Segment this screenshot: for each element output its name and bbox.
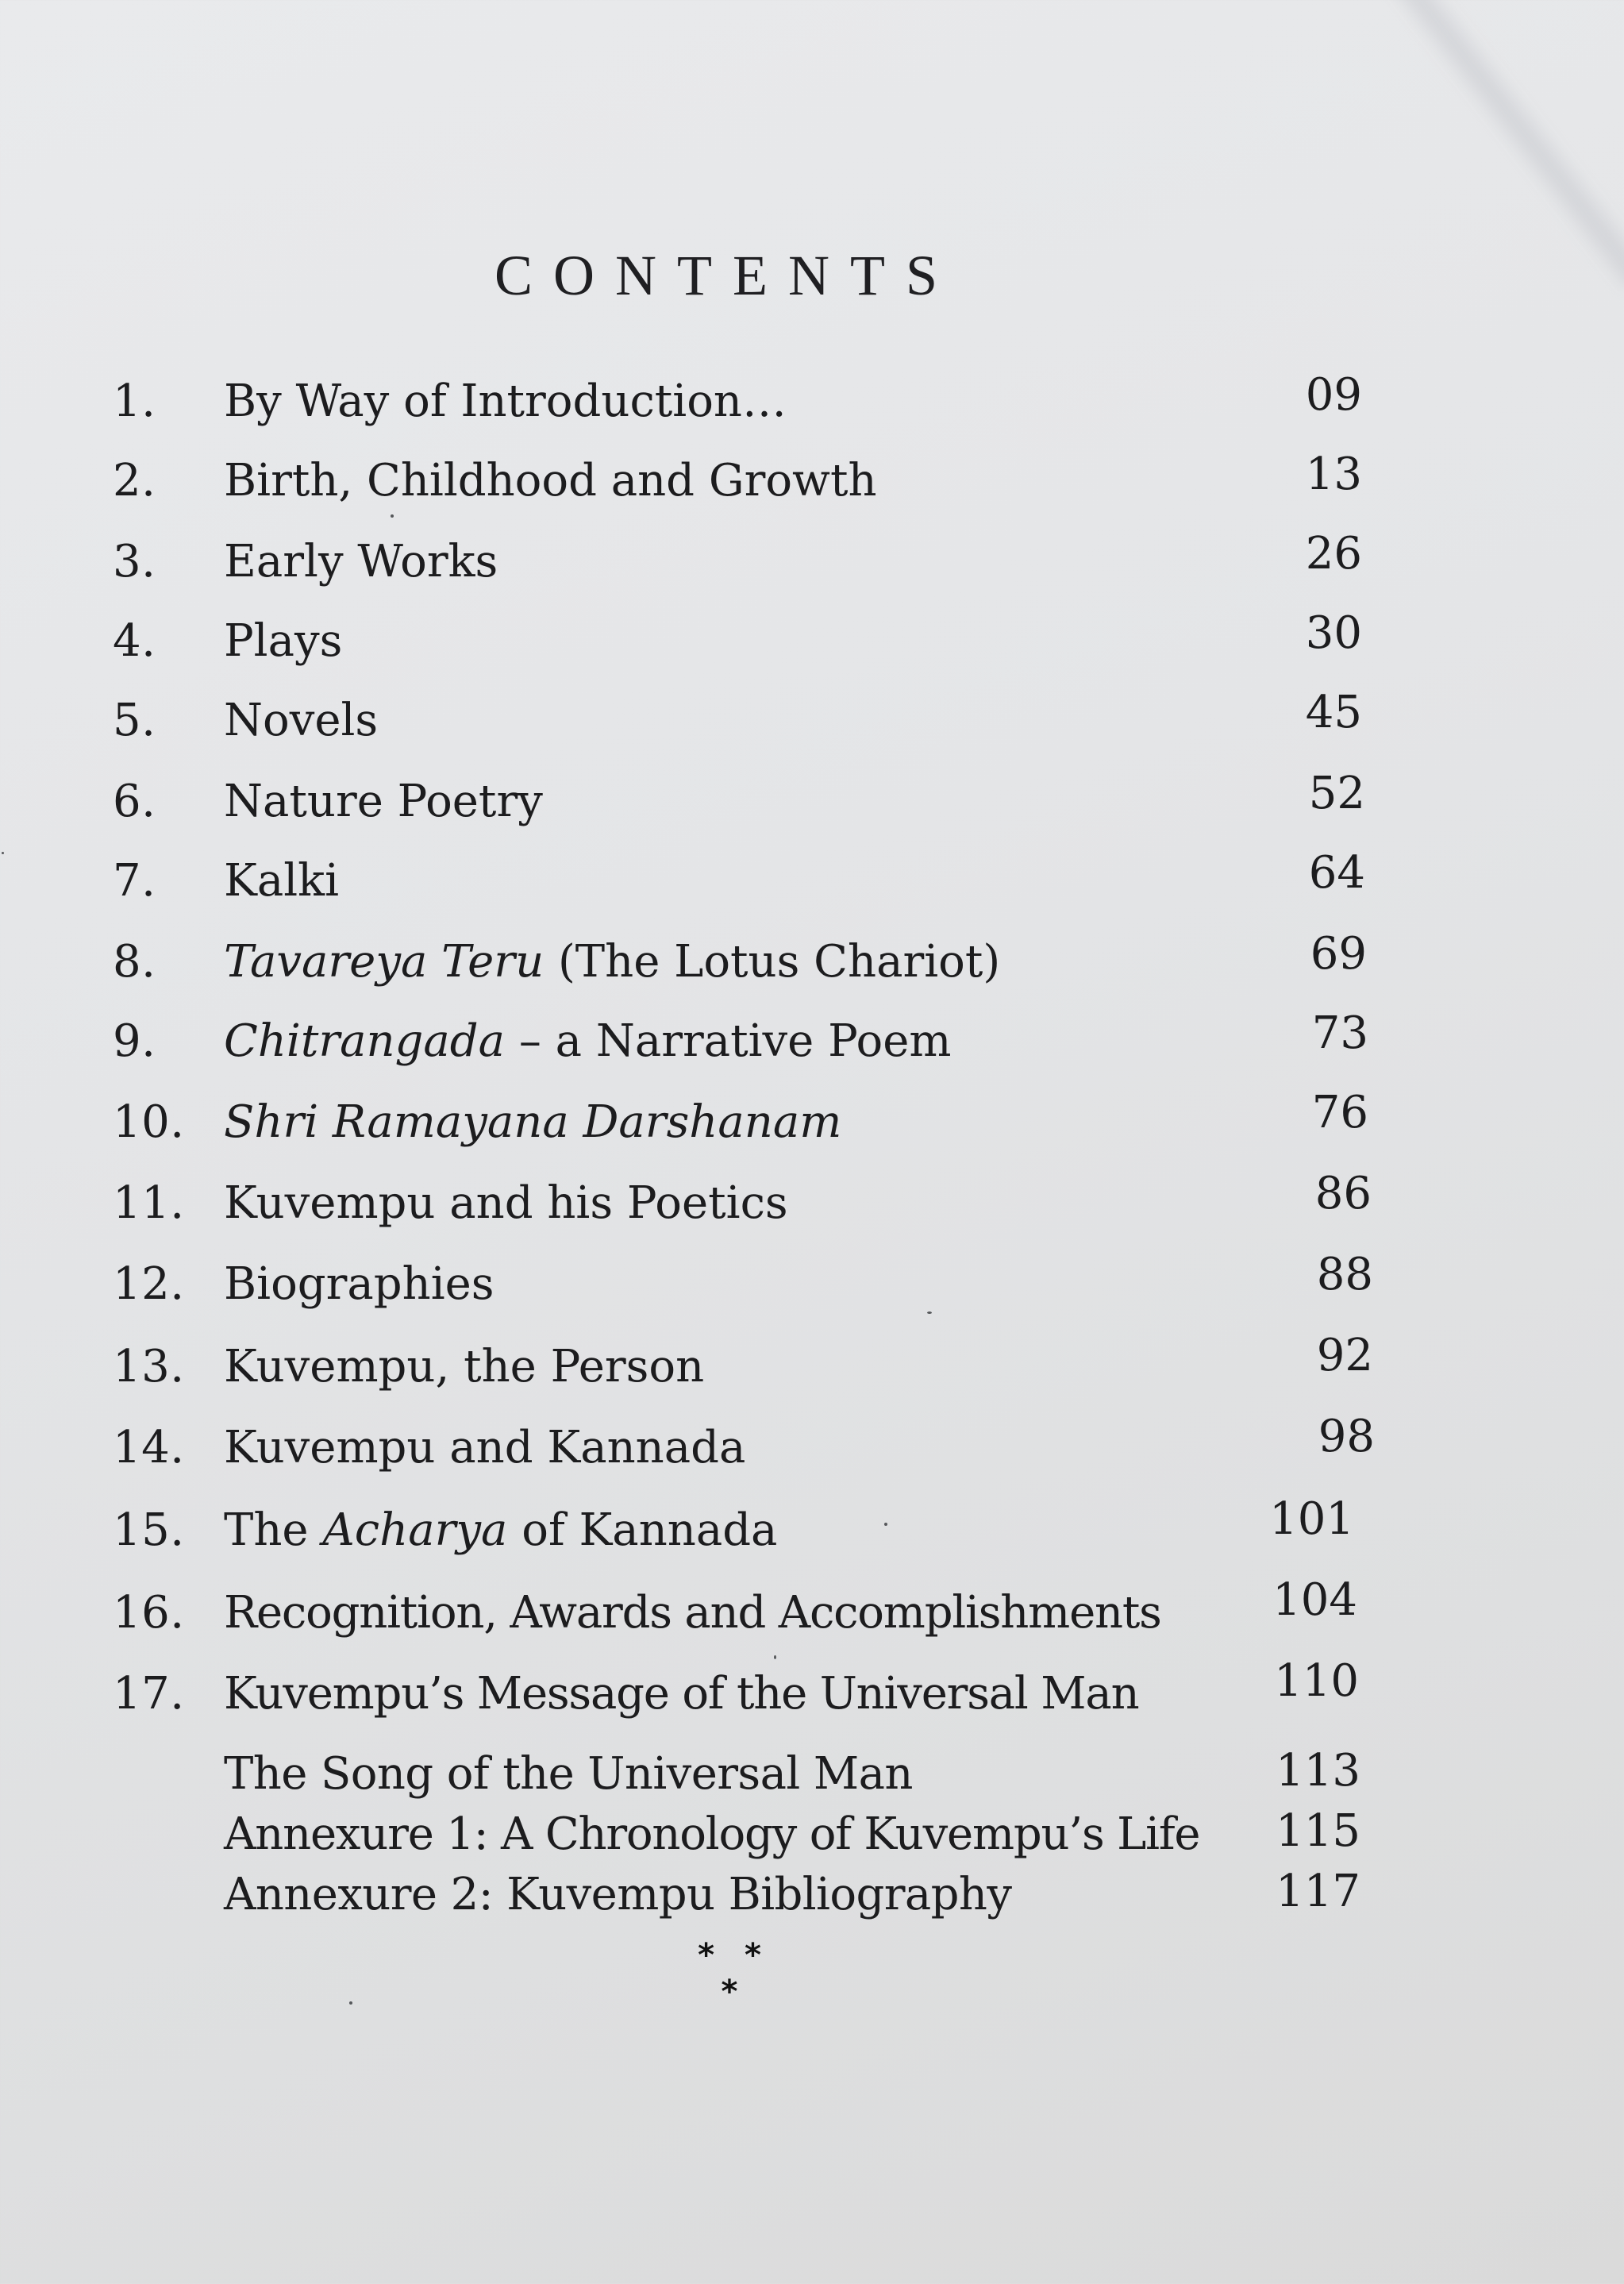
page-number: 52	[1308, 768, 1365, 819]
chapter-title	[224, 930, 1000, 994]
chapter-title: Nature Poetry	[224, 776, 543, 827]
chapter-title-italic: Acharya	[322, 1504, 508, 1556]
chapter-number: 15.	[113, 1504, 185, 1556]
chapter-number: 9.	[113, 1015, 156, 1067]
chapter-number: 14.	[113, 1422, 185, 1473]
toc-entry-14[interactable]	[0, 1411, 1624, 1480]
page-number: 13	[1305, 449, 1362, 500]
toc-entry-9[interactable]	[0, 1007, 1624, 1073]
toc-entry-8[interactable]	[0, 930, 1624, 994]
chapter-number: 5.	[113, 695, 156, 746]
toc-backmatter-1[interactable]	[0, 1747, 1624, 1810]
paper-speck	[884, 1523, 887, 1526]
chapter-number: 17.	[113, 1668, 185, 1720]
chapter-title: Kuvempu, the Person	[224, 1341, 705, 1392]
page-number: 30	[1305, 607, 1362, 659]
chapter-title-italic: Chitrangada	[224, 1015, 506, 1067]
page-number: 104	[1272, 1574, 1357, 1626]
toc-entry-17[interactable]	[0, 1655, 1624, 1726]
chapter-number: 1.	[113, 376, 156, 427]
page-number: 117	[1276, 1866, 1360, 1917]
page-number: 64	[1308, 847, 1365, 899]
toc-entry-5[interactable]	[0, 689, 1624, 753]
chapter-number: 4.	[113, 615, 156, 667]
chapter-title: Kuvempu and Kannada	[224, 1422, 746, 1473]
chapter-title-rest: – a Narrative Poem	[505, 1015, 952, 1067]
chapter-number: 16.	[113, 1587, 185, 1639]
chapter-title: Kalki	[224, 855, 339, 907]
toc-entry-3[interactable]	[0, 530, 1624, 594]
toc-backmatter-3[interactable]	[0, 1867, 1624, 1931]
chapter-number: 3.	[113, 536, 156, 587]
chapter-number: 6.	[113, 776, 156, 827]
page-number: 115	[1276, 1805, 1360, 1857]
toc-entry-11[interactable]	[0, 1168, 1624, 1235]
chapter-title: Kuvempu and his Poetics	[224, 1177, 788, 1229]
chapter-title-italic: Tavareya Teru	[224, 936, 545, 988]
page-number: 45	[1305, 687, 1362, 738]
toc-backmatter-2[interactable]	[0, 1807, 1624, 1870]
page-number: 101	[1269, 1493, 1354, 1545]
paper-speck	[391, 514, 394, 518]
paper-speck	[2, 852, 4, 854]
chapter-number: 12.	[113, 1258, 185, 1310]
page-title: CONTENTS	[495, 244, 958, 308]
page-number: 73	[1311, 1007, 1368, 1059]
end-ornament: * * *	[698, 1937, 771, 2010]
toc-entry-12[interactable]	[0, 1249, 1624, 1316]
chapter-title-rest: of Kannada	[507, 1504, 778, 1556]
paper-speck	[927, 1311, 932, 1314]
paper-speck	[774, 1655, 776, 1659]
page-number: 86	[1314, 1168, 1372, 1219]
toc-entry-16[interactable]	[0, 1574, 1624, 1645]
backmatter-title: Annexure 1: A Chronology of Kuvempu’s Life	[224, 1808, 1200, 1860]
chapter-title-rest: (The Lotus Chariot)	[544, 936, 1001, 988]
page-number: 98	[1318, 1411, 1375, 1462]
toc-entry-4[interactable]	[0, 607, 1624, 673]
toc-entry-10[interactable]	[0, 1087, 1624, 1154]
chapter-number: 7.	[113, 855, 156, 907]
chapter-title: Recognition, Awards and Accomplishments	[224, 1587, 1161, 1639]
chapter-title-italic: Shri Ramayana Darshanam	[224, 1096, 842, 1148]
toc-entry-2[interactable]	[0, 449, 1624, 513]
chapter-number: 8.	[113, 936, 156, 988]
chapter-title-pre: The	[224, 1504, 323, 1556]
page-number: 76	[1311, 1087, 1368, 1138]
chapter-title	[224, 1091, 841, 1154]
page-number: 110	[1274, 1655, 1359, 1707]
backmatter-title: The Song of the Universal Man	[224, 1748, 913, 1800]
toc-entry-1[interactable]	[0, 370, 1624, 433]
page-number: 92	[1316, 1330, 1373, 1381]
page-number: 09	[1305, 369, 1362, 421]
page-number: 88	[1316, 1249, 1373, 1300]
chapter-title: Kuvempu’s Message of the Universal Man	[224, 1668, 1139, 1720]
toc-entry-6[interactable]	[0, 770, 1624, 834]
page-number: 69	[1310, 928, 1367, 980]
chapter-number: 10.	[113, 1096, 185, 1148]
chapter-title: Plays	[224, 615, 343, 667]
chapter-number: 11.	[113, 1177, 185, 1229]
chapter-number: 2.	[113, 455, 156, 506]
chapter-title: Biographies	[224, 1258, 495, 1310]
chapter-title: By Way of Introduction…	[224, 376, 787, 427]
chapter-title	[224, 1499, 777, 1562]
backmatter-title: Annexure 2: Kuvempu Bibliography	[224, 1869, 1012, 1920]
toc-entry-15[interactable]	[0, 1493, 1624, 1562]
chapter-title	[224, 1010, 952, 1073]
chapter-number: 13.	[113, 1341, 185, 1392]
page-number: 113	[1276, 1745, 1360, 1797]
toc-entry-7[interactable]	[0, 849, 1624, 913]
chapter-title: Birth, Childhood and Growth	[224, 455, 877, 506]
paper-speck	[349, 2001, 352, 2005]
chapter-title: Early Works	[224, 536, 498, 587]
page-number: 26	[1305, 528, 1362, 580]
chapter-title: Novels	[224, 695, 379, 746]
toc-entry-13[interactable]	[0, 1330, 1624, 1399]
